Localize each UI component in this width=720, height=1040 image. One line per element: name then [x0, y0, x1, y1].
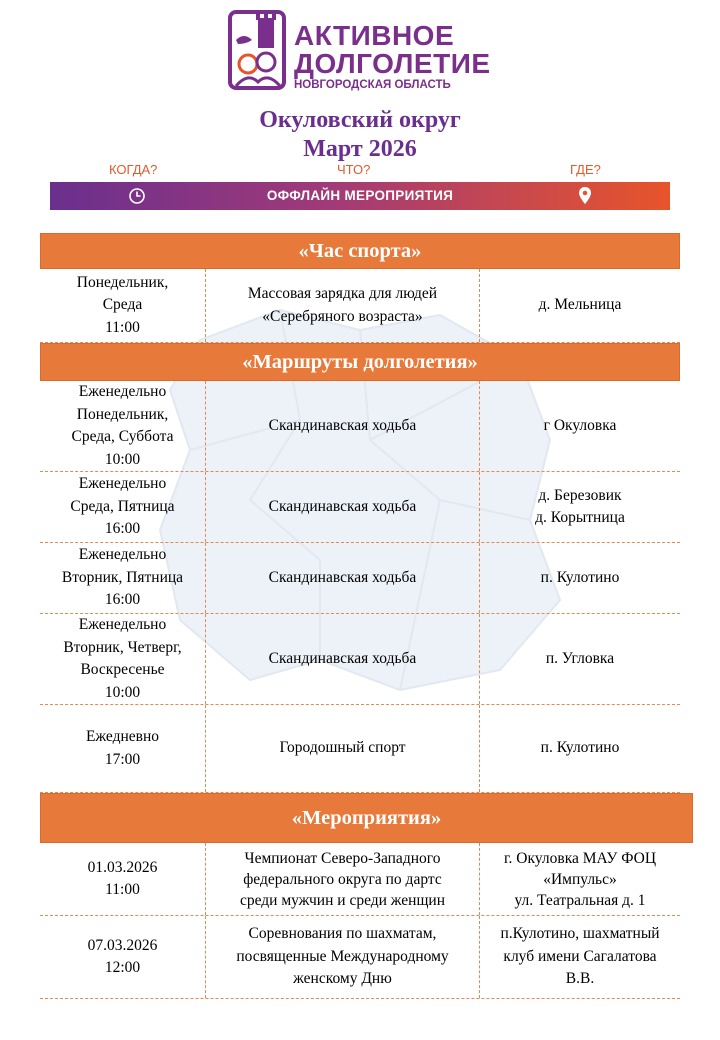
row-when: Понедельник, Среда 11:00 — [40, 269, 206, 342]
table-row — [40, 614, 680, 705]
what-label: ЧТО? — [337, 162, 371, 177]
row-what: Скандинавская ходьба — [206, 472, 480, 542]
row-when: Еженедельно Вторник, Пятница 16:00 — [40, 543, 206, 613]
row-when: 01.03.2026 11:00 — [40, 843, 206, 915]
row-where: д. Березовик д. Корытница — [535, 486, 625, 526]
section-header-sport-hour: «Час спорта» — [40, 233, 680, 269]
row-where: п. Кулотино — [540, 739, 620, 757]
row-where: п. Угловка — [545, 649, 615, 667]
row-where: д. Мельница — [538, 296, 622, 314]
row-where: п.Кулотино, шахматный клуб имени Сагалатова В.В. — [500, 925, 660, 988]
location-pin-icon — [578, 186, 592, 206]
row-when: Еженедельно Среда, Пятница 16:00 — [40, 472, 206, 542]
when-label: КОГДА? — [109, 162, 158, 177]
logo — [228, 10, 498, 92]
section-header-longevity-routes: «Маршруты долголетия» — [40, 343, 680, 381]
logo-emblem-icon — [228, 10, 286, 90]
table-row — [40, 472, 680, 543]
table-row — [40, 543, 680, 614]
row-what: Чемпионат Северо-Западного федерального округа по дартс среди мужчин и среди женщин — [206, 843, 480, 915]
row-where: п. Кулотино — [540, 568, 620, 586]
table-row — [40, 705, 680, 793]
offline-events-banner — [50, 182, 670, 210]
where-label: ГДЕ? — [570, 162, 601, 177]
row-what: Скандинавская ходьба — [206, 543, 480, 613]
row-when: 07.03.2026 12:00 — [40, 916, 206, 998]
table-row — [40, 916, 680, 999]
row-when: Еженедельно Вторник, Четверг, Воскресенье 10:00 — [40, 614, 206, 704]
banner-label: ОФФЛАЙН МЕРОПРИЯТИЯ — [266, 188, 454, 203]
row-what: Соревнования по шахматам, посвященные Международному женскому Дню — [206, 916, 480, 998]
row-what: Массовая зарядка для людей «Серебряного возраста» — [206, 269, 480, 342]
logo-title-line1: АКТИВНОЕ — [294, 20, 455, 51]
row-where: г. Окуловка МАУ ФОЦ «Импульс» ул. Театральная д. 1 — [503, 849, 657, 909]
table-row — [40, 843, 680, 916]
row-where: г Окуловка — [543, 416, 617, 434]
month-title: Март 2026 — [303, 136, 417, 162]
table-row — [40, 269, 680, 343]
section-header-events: «Мероприятия» — [40, 793, 693, 843]
table-row — [40, 381, 680, 472]
row-when: Ежедневно 17:00 — [40, 705, 206, 792]
row-what: Скандинавская ходьба — [206, 381, 480, 471]
logo-subtitle: НОВГОРОДСКАЯ ОБЛАСТЬ — [294, 79, 451, 91]
row-what: Скандинавская ходьба — [206, 614, 480, 704]
row-when: Еженедельно Понедельник, Среда, Суббота 10:00 — [40, 381, 206, 471]
row-what: Городошный спорт — [206, 705, 480, 792]
district-title: Окуловский округ — [259, 107, 461, 133]
logo-title-line2: ДОЛГОЛЕТИЕ — [294, 48, 491, 79]
